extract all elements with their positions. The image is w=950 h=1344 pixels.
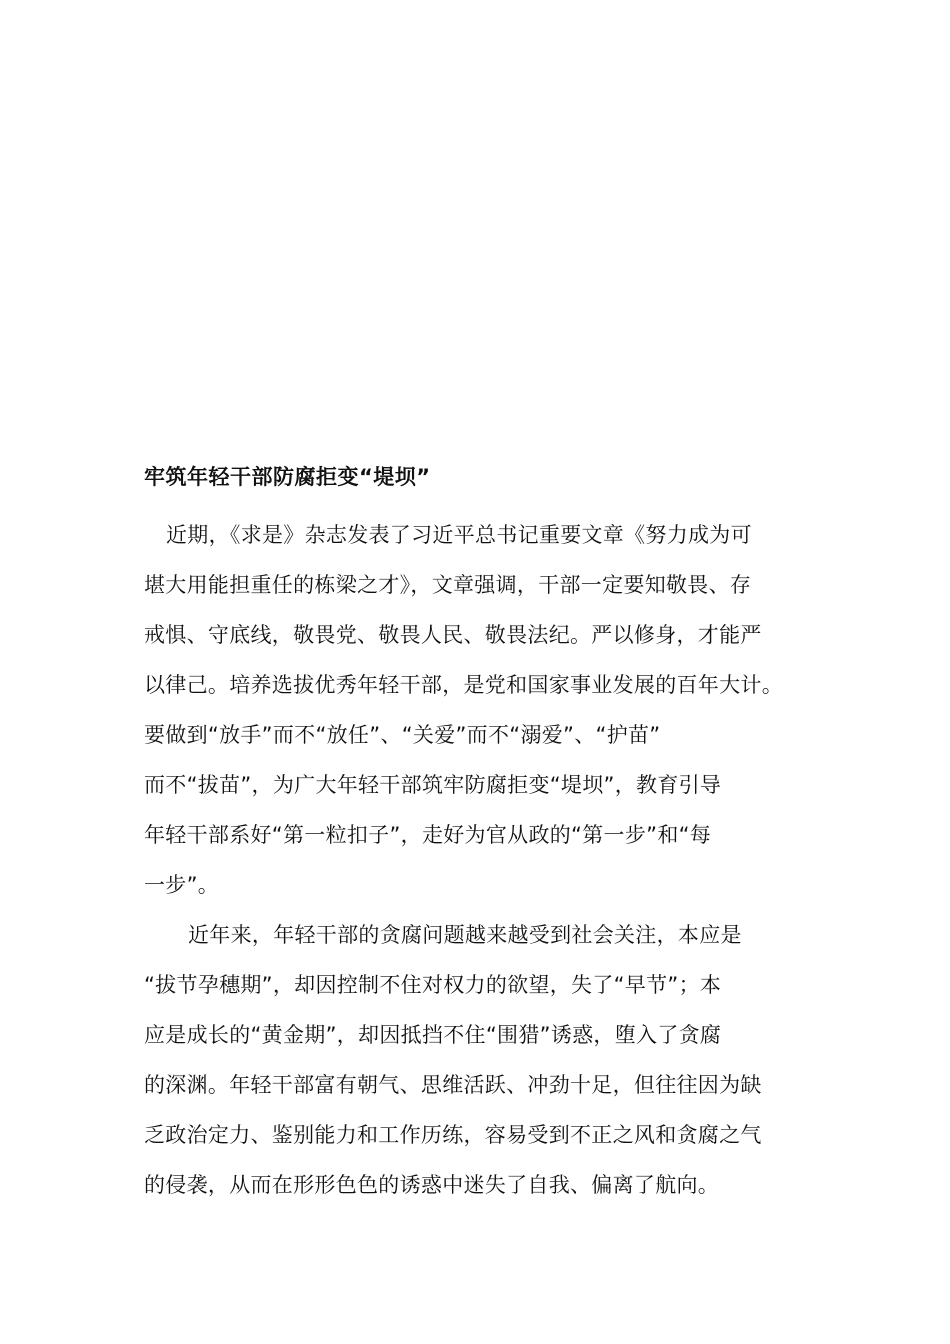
paragraph-line: 堪大用能担重任的栋梁之才》，文章强调，干部一定要知敬畏、存 xyxy=(144,573,752,597)
paragraph-line: 年轻干部系好“第一粒扣子”，走好为官从政的“第一步”和“每 xyxy=(144,823,712,847)
article xyxy=(144,461,808,1210)
paragraph-1 xyxy=(144,510,808,910)
article-title: 牢筑年轻干部防腐拒变“堤坝” xyxy=(144,465,431,489)
paragraph-line: 戒惧、守底线，敬畏党、敬畏人民、敬畏法纪。严以修身，才能严 xyxy=(144,623,762,647)
paragraph-line: 一步”。 xyxy=(144,873,220,897)
paragraph-line: 近期，《求是》杂志发表了习近平总书记重要文章《努力成为可 xyxy=(166,523,752,547)
paragraph-line: “拔节孕穗期”，却因控制不住对权力的欲望，失了“早节”；本 xyxy=(144,973,722,997)
paragraph-line: 应是成长的“黄金期”，却因抵挡不住“围猎”诱惑，堕入了贪腐 xyxy=(144,1023,722,1047)
paragraph-line: 的侵袭，从而在形形色色的诱惑中迷失了自我、偏离了航向。 xyxy=(144,1173,720,1197)
paragraph-line: 近年来，年轻干部的贪腐问题越来越受到社会关注，本应是 xyxy=(188,923,742,947)
paragraph-line: 而不“拔苗”，为广大年轻干部筑牢防腐拒变“堤坝”，教育引导 xyxy=(144,773,722,797)
paragraph-line: 乏政治定力、鉴别能力和工作历练，容易受到不正之风和贪腐之气 xyxy=(144,1123,762,1147)
paragraph-line: 的深渊。年轻干部富有朝气、思维活跃、冲劲十足，但往往因为缺 xyxy=(144,1073,762,1097)
paragraph-line: 以律己。培养选拔优秀年轻干部，是党和国家事业发展的百年大计。 xyxy=(144,673,783,697)
paragraph-2 xyxy=(144,910,808,1210)
paragraph-line: 要做到“放手”而不“放任”、“关爱”而不“溺爱”、“护苗” xyxy=(144,723,661,747)
